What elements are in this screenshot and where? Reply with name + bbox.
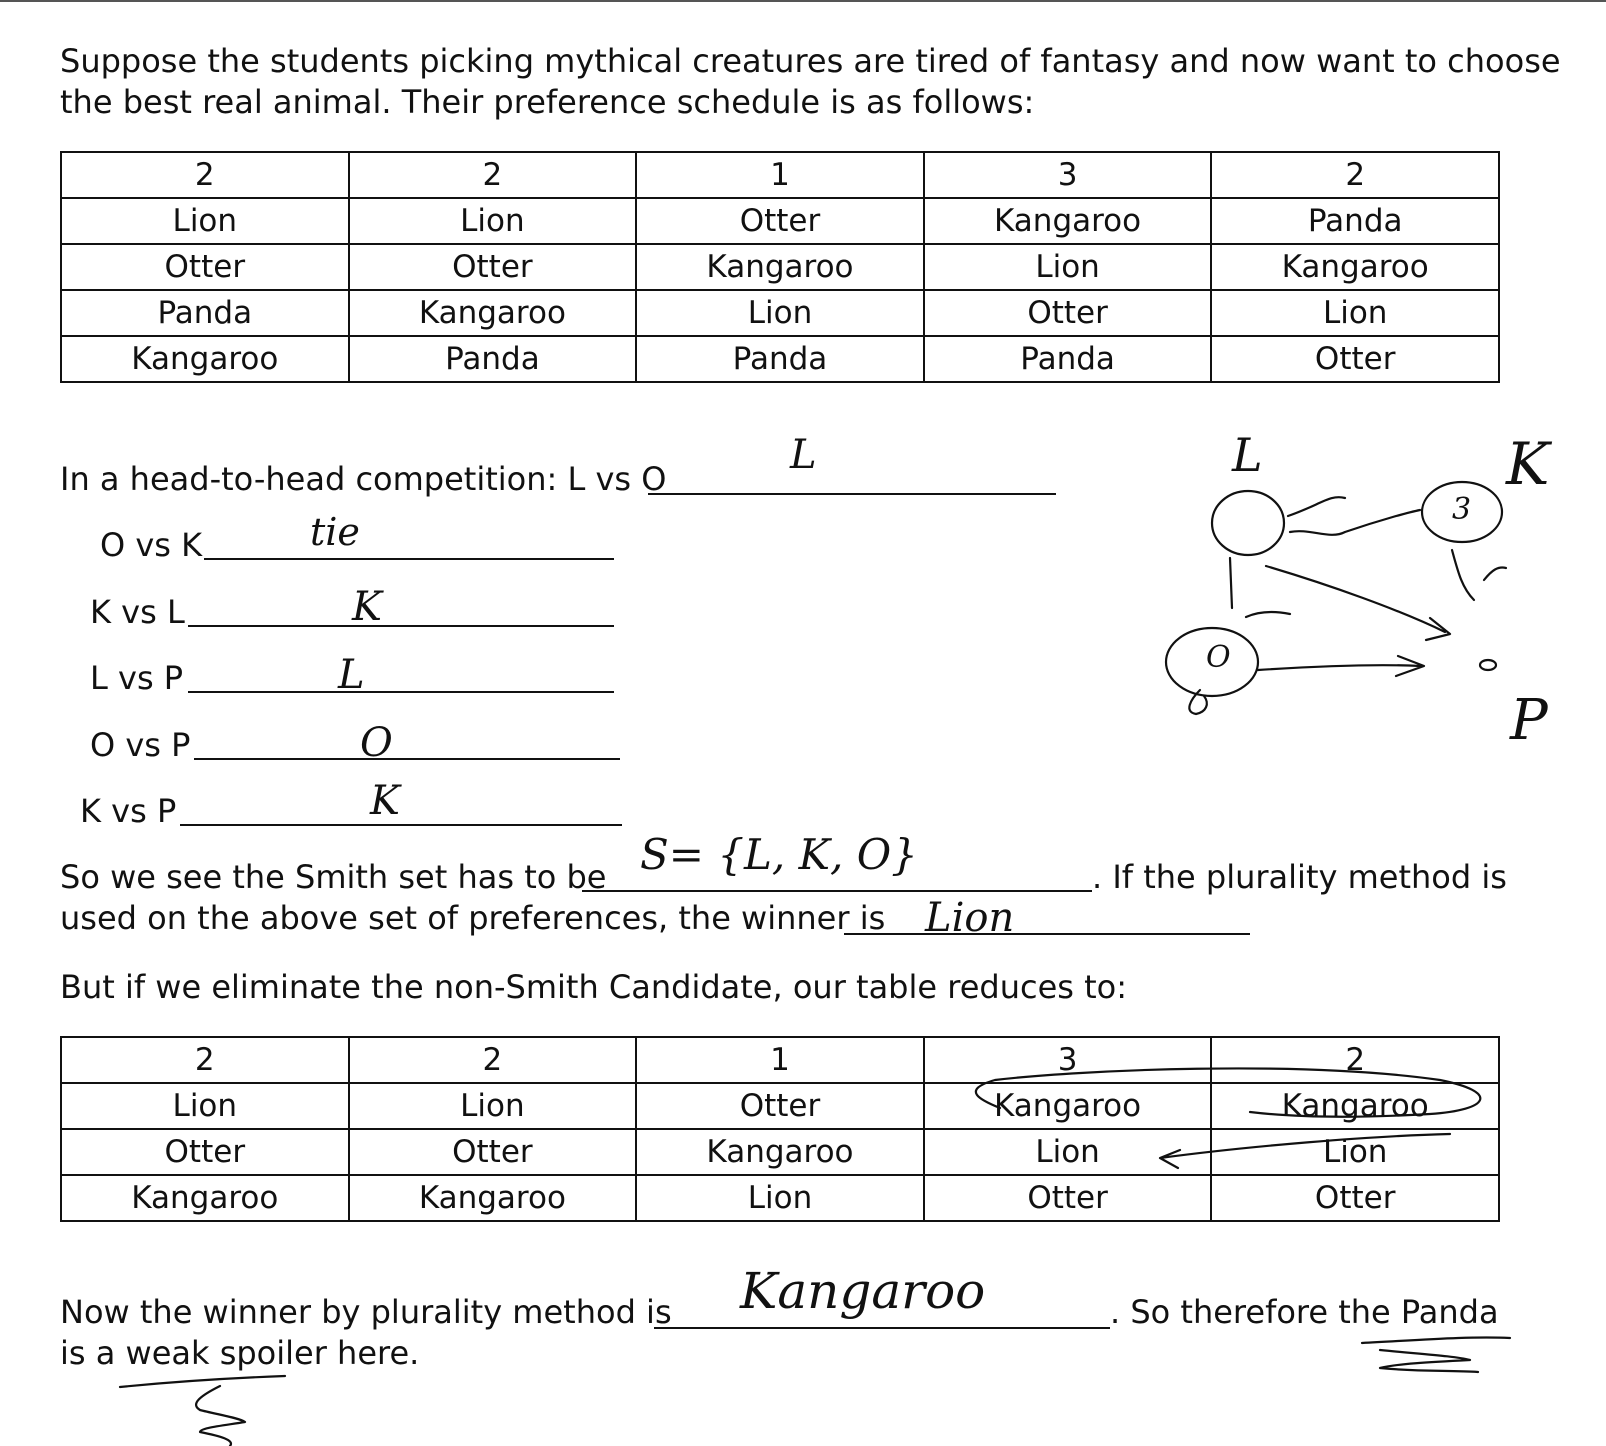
table-cell: Otter <box>636 198 924 244</box>
voter-count-cell: 2 <box>349 1037 637 1083</box>
table-cell: Kangaroo <box>1211 1083 1499 1129</box>
smith-set-sentence-end: . If the plurality method is <box>1092 858 1507 896</box>
handwritten-answer-l-vs-p: L <box>338 652 365 698</box>
table-cell: Panda <box>924 336 1212 382</box>
table-cell: Otter <box>349 1129 637 1175</box>
table-cell: Kangaroo <box>924 198 1212 244</box>
table-cell: Otter <box>1211 1175 1499 1221</box>
handwritten-answer-smith-set: S= {L, K, O} <box>640 830 918 879</box>
table-cell: Kangaroo <box>924 1083 1212 1129</box>
table-cell: Kangaroo <box>636 1129 924 1175</box>
table-cell: Kangaroo <box>349 290 637 336</box>
table-cell: Lion <box>349 1083 637 1129</box>
table-cell: Otter <box>61 244 349 290</box>
handwritten-answer-o-vs-p: O <box>360 720 393 766</box>
conclusion-sentence-start: Now the winner by plurality method is <box>60 1293 672 1331</box>
table-cell: Lion <box>636 1175 924 1221</box>
voter-count-cell: 2 <box>1211 1037 1499 1083</box>
handwritten-answer-k-vs-p: K <box>370 778 400 824</box>
table-cell: Lion <box>924 1129 1212 1175</box>
head-to-head-intro: In a head-to-head competition: L vs O <box>60 460 667 498</box>
table-cell: Otter <box>61 1129 349 1175</box>
table-cell: Kangaroo <box>636 244 924 290</box>
diagram-label-panda: P <box>1510 688 1548 753</box>
diagram-label-otter: O <box>1206 640 1231 675</box>
voter-count-cell: 3 <box>924 1037 1212 1083</box>
table-cell: Lion <box>1211 1129 1499 1175</box>
table-cell: Kangaroo <box>349 1175 637 1221</box>
table-cell: Kangaroo <box>61 1175 349 1221</box>
plurality-sentence: used on the above set of preferences, the winner is <box>60 899 886 937</box>
intro-line-1: Suppose the students picking mythical creatures are tired of fantasy and now want to choose <box>60 42 1561 80</box>
table-cell: Otter <box>636 1083 924 1129</box>
voter-count-cell: 2 <box>61 152 349 198</box>
conclusion-sentence-end: . So therefore the Panda <box>1110 1293 1499 1331</box>
handwritten-answer-k-vs-l: K <box>352 584 382 630</box>
table-cell: Lion <box>349 198 637 244</box>
voter-count-cell: 2 <box>61 1037 349 1083</box>
handwritten-answer-plurality-winner: Lion <box>925 895 1015 941</box>
eliminate-sentence: But if we eliminate the non-Smith Candidate, our table reduces to: <box>60 968 1127 1006</box>
diagram-node-mark: 3 <box>1452 492 1472 527</box>
table-cell: Panda <box>1211 198 1499 244</box>
matchup-label-o-vs-p: O vs P <box>90 726 191 764</box>
voter-count-cell: 2 <box>1211 152 1499 198</box>
table-cell: Panda <box>61 290 349 336</box>
handwritten-answer-o-vs-k: tie <box>310 510 360 554</box>
table-cell: Kangaroo <box>61 336 349 382</box>
matchup-label-o-vs-k: O vs K <box>100 526 203 564</box>
table-cell: Otter <box>1211 336 1499 382</box>
table-cell: Panda <box>349 336 637 382</box>
table-cell: Otter <box>924 1175 1212 1221</box>
table-cell: Otter <box>924 290 1212 336</box>
table-cell: Lion <box>924 244 1212 290</box>
table-cell: Panda <box>636 336 924 382</box>
voter-count-cell: 3 <box>924 152 1212 198</box>
intro-line-2: the best real animal. Their preference schedule is as follows: <box>60 83 1035 121</box>
matchup-label-k-vs-l: K vs L <box>90 593 185 631</box>
handwritten-answer-new-winner: Kangaroo <box>740 1262 986 1320</box>
matchup-label-k-vs-p: K vs P <box>80 792 177 830</box>
table-cell: Kangaroo <box>1211 244 1499 290</box>
diagram-label-lion: L <box>1232 428 1263 482</box>
table-cell: Lion <box>61 198 349 244</box>
table-cell: Lion <box>1211 290 1499 336</box>
voter-count-cell: 1 <box>636 1037 924 1083</box>
table-cell: Lion <box>636 290 924 336</box>
conclusion-sentence-line-2: is a weak spoiler here. <box>60 1334 420 1372</box>
smith-set-sentence-start: So we see the Smith set has to be <box>60 858 607 896</box>
voter-count-cell: 2 <box>349 152 637 198</box>
matchup-label-l-vs-p: L vs P <box>90 659 184 697</box>
table-cell: Lion <box>61 1083 349 1129</box>
voter-count-cell: 1 <box>636 152 924 198</box>
handwritten-answer-l-vs-o: L <box>790 432 817 478</box>
diagram-label-kangaroo: K <box>1506 430 1550 498</box>
table-cell: Otter <box>349 244 637 290</box>
